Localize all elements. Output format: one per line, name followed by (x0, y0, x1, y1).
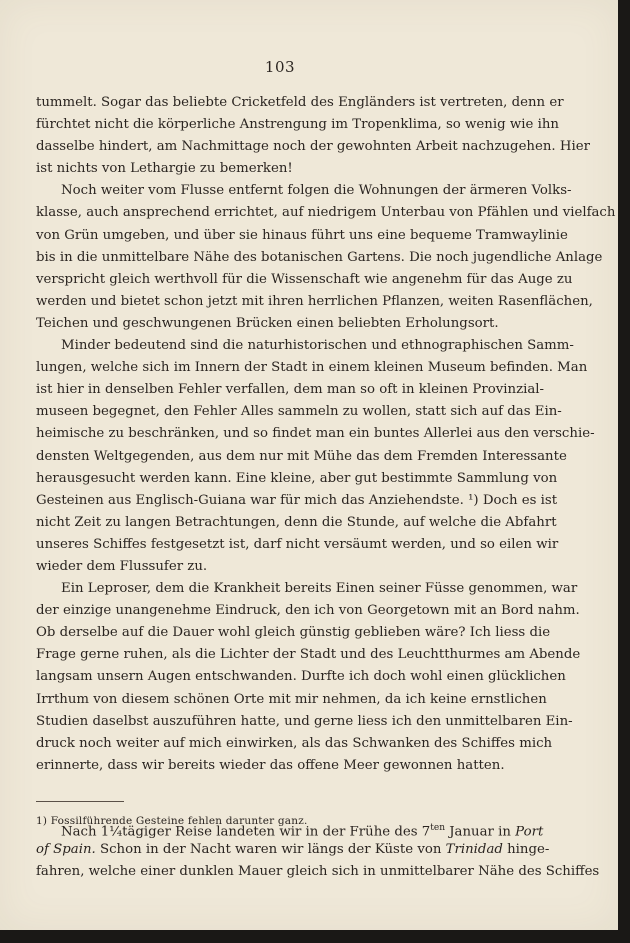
text-line: densten Weltgegenden, aus dem nur mit Mühe das dem Fremden Interessante (36, 448, 567, 464)
text-line: Teichen und geschwungenen Brücken einen beliebten Erholungsort. (36, 315, 499, 331)
text-line: Noch weiter vom Flusse entfernt folgen die Wohnungen der ärmeren Volks- (61, 183, 572, 199)
text-line: klasse, auch ansprechend errichtet, auf niedrigem Unterbau von Pfählen und vielfach (36, 205, 616, 221)
text-line: unseres Schiffes festgesetzt ist, darf nicht versäumt werden, und so eilen wir (36, 536, 559, 552)
text-line: verspricht gleich werthvoll für die Wissenschaft wie angenehm für das Auge zu (36, 271, 573, 287)
text-line: langsam unsern Augen entschwanden. Durfte ich doch wohl einen glücklichen (36, 669, 566, 685)
text-line: Gesteinen aus Englisch-Guiana war für mich das Anziehendste. ¹) Doch es ist (36, 492, 558, 508)
text-line: ist nichts von Lethargie zu bemerken! (36, 161, 293, 177)
paragraph (36, 92, 590, 180)
text-line: ist hier in denselben Fehler verfallen, dem man so oft in kleinen Provinzial- (36, 382, 544, 398)
text-line: Irrthum von diesem schönen Orte mit mir nehmen, da ich keine ernstlichen (36, 691, 547, 707)
page-body (36, 92, 616, 883)
text-line: Studien daselbst auszuführen hatte, und gerne liess ich den unmittelbaren Ein- (36, 713, 573, 729)
footnote: 1) Fossilführende Gesteine fehlen darunter ganz. (36, 815, 308, 827)
text-line: lungen, welche sich im Innern der Stadt in einem kleinen Museum befinden. Man (36, 360, 588, 376)
text-line: dasselbe hindert, am Nachmittage noch der gewohnten Arbeit nachzugehen. Hier (36, 139, 590, 155)
paragraph-container (36, 92, 616, 777)
text-line: der einzige unangenehme Eindruck, den ich von Georgetown mit an Bord nahm. (36, 603, 580, 619)
paragraph (36, 335, 595, 578)
text-line: bis in die unmittelbare Nähe des botanischen Gartens. Die noch jugendliche Anlage (36, 249, 603, 265)
text-line: museen begegnet, den Fehler Alles sammeln zu wollen, statt sich auf das Ein- (36, 404, 562, 420)
text-line: von Grün umgeben, und über sie hinaus führt uns eine bequeme Tramwaylinie (36, 227, 568, 243)
text-line: tummelt. Sogar das beliebte Cricketfeld des Engländers ist vertreten, denn er (36, 95, 564, 110)
section-gap (36, 777, 504, 817)
text-line: of Spain. Schon in der Nacht waren wir längs der Küste von Trinidad hinge- (36, 842, 550, 857)
text-line: erinnerte, dass wir bereits wieder das offene Meer gewonnen hatten. (36, 757, 505, 773)
text-line: Ein Leproser, dem die Krankheit bereits Einen seiner Füsse genommen, war (61, 581, 578, 597)
page-number: 103 (264, 58, 296, 76)
paragraph (36, 578, 581, 777)
text-line: wieder dem Flussufer zu. (36, 558, 208, 574)
text-line: nicht Zeit zu langen Betrachtungen, denn die Stunde, auf welche die Abfahrt (36, 514, 557, 530)
text-line: Minder bedeutend sind die naturhistorischen und ethnographischen Samm- (61, 338, 574, 354)
text-line: werden und bietet schon jetzt mit ihren herrlichen Pflanzen, weiten Rasenflächen, (36, 293, 593, 309)
text-line: fürchtet nicht die körperliche Anstrengung im Tropenklima, so wenig wie ihn (36, 117, 559, 133)
paragraph (36, 180, 616, 335)
text-line: fahren, welche einer dunklen Mauer gleich sich in unmittelbarer Nähe des Schiffes (36, 864, 600, 880)
text-line: Nach 1¼tägiger Reise landeten wir in der Frühe des $7^{ten}$ Januar in Port (61, 822, 544, 840)
text-line: Frage gerne ruhen, als die Lichter der Stadt und des Leuchtthurmes am Abende (36, 647, 581, 663)
text-line: druck noch weiter auf mich einwirken, als das Schwanken des Schiffes mich (36, 735, 553, 751)
text-line: herausgesucht werden kann. Eine kleine, aber gut bestimmte Sammlung von (36, 470, 558, 486)
footnote-rule (36, 801, 124, 802)
text-line: Ob derselbe auf die Dauer wohl gleich günstig geblieben wäre? Ich liess die (36, 625, 551, 641)
text-line: heimische zu beschränken, und so findet man ein buntes Allerlei aus den verschie- (36, 426, 595, 442)
